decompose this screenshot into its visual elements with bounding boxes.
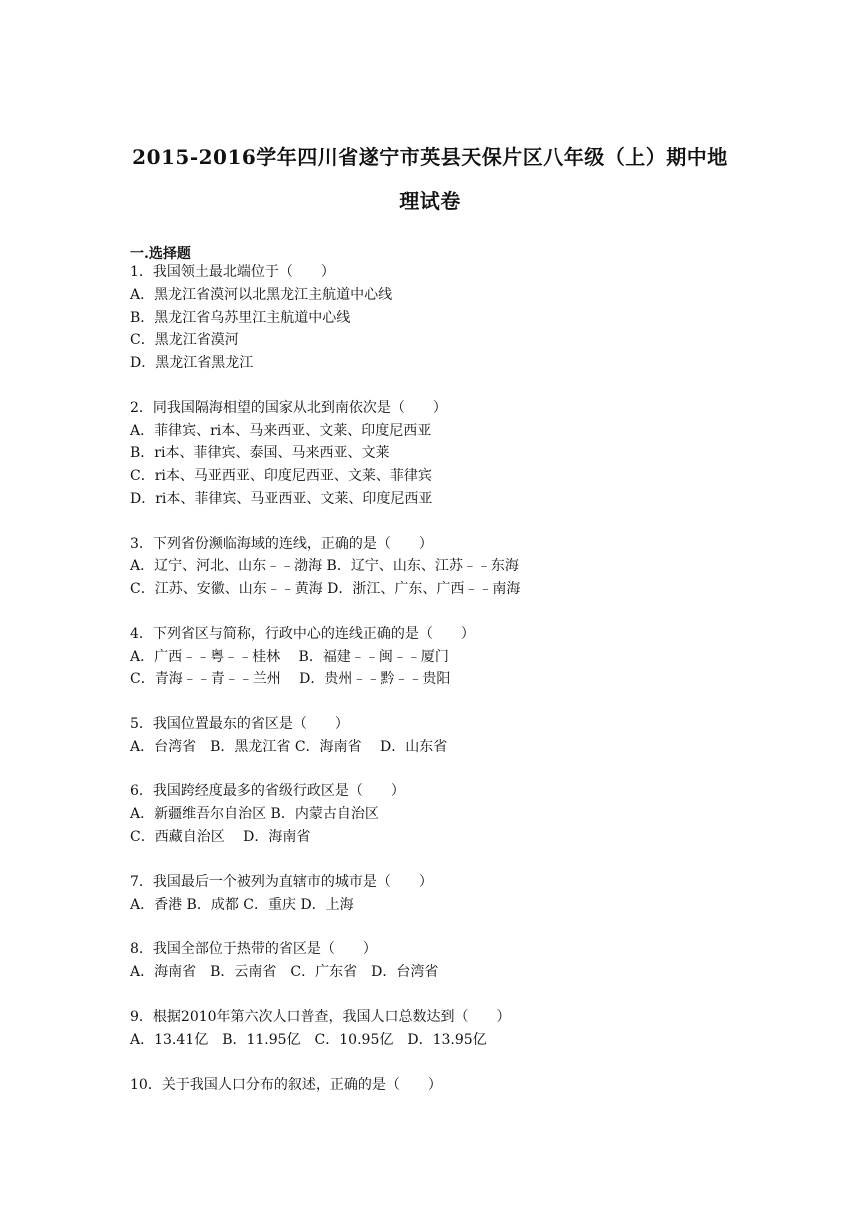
document-title-line-2: 理试卷 [399,189,461,213]
question-1-option-a: A．黑龙江省漠河以北黑龙江主航道中心线 [130,287,393,303]
question-10: 10．关于我国人口分布的叙述，正确的是（ ） [130,1077,442,1093]
question-6-options-cd: C．西藏自治区 D．海南省 [130,829,311,845]
question-4: 4．下列省区与简称，行政中心的连线正确的是（ ） [130,626,475,642]
question-8-options: A．海南省 B．云南省 C．广东省 D．台湾省 [130,964,439,980]
question-2-option-c: C．ri本、马亚西亚、印度尼西亚、文莱、菲律宾 [130,468,432,484]
question-6: 6．我国跨经度最多的省级行政区是（ ） [130,783,405,799]
question-8: 8．我国全部位于热带的省区是（ ） [130,941,377,957]
question-3: 3．下列省份濒临海域的连线，正确的是（ ） [130,536,433,552]
question-2-option-d: D．ri本、菲律宾、马亚西亚、文莱、印度尼西亚 [130,491,433,507]
document-title-line-1: 2015-2016学年四川省遂宁市英县天保片区八年级（上）期中地 [132,145,728,169]
question-5: 5．我国位置最东的省区是（ ） [130,716,349,732]
question-1-option-b: B．黑龙江省乌苏里江主航道中心线 [130,310,351,326]
question-1-option-d: D．黑龙江省黑龙江 [130,355,254,371]
question-9: 9．根据2010年第六次人口普查，我国人口总数达到（ ） [130,1009,511,1025]
question-2-option-b: B．ri本、菲律宾、泰国、马来西亚、文莱 [130,445,390,461]
question-2: 2．同我国隔海相望的国家从北到南依次是（ ） [130,400,447,416]
question-1-option-c: C．黑龙江省漠河 [130,332,239,348]
question-3-options-cd: C．江苏、安徽、山东﹣﹣黄海 D．浙江、广东、广西﹣﹣南海 [130,581,521,597]
question-7-options: A．香港 B．成都 C．重庆 D．上海 [130,897,354,913]
section-heading: 一.选择题 [130,246,191,262]
question-4-options-cd: C．青海﹣﹣青﹣﹣兰州 D．贵州﹣﹣黔﹣﹣贵阳 [130,671,451,687]
question-6-options-ab: A．新疆维吾尔自治区 B．内蒙古自治区 [130,806,379,822]
question-3-options-ab: A．辽宁、河北、山东﹣﹣渤海 B．辽宁、山东、江苏﹣﹣东海 [130,558,519,574]
question-2-option-a: A．菲律宾、ri本、马来西亚、文莱、印度尼西亚 [130,423,432,439]
question-5-options: A．台湾省 B．黑龙江省 C．海南省 D．山东省 [130,739,448,755]
question-1: 1．我国领土最北端位于（ ） [130,264,335,280]
question-9-options: A．13.41亿 B．11.95亿 C．10.95亿 D．13.95亿 [130,1032,487,1048]
question-7: 7．我国最后一个被列为直辖市的城市是（ ） [130,874,433,890]
question-4-options-ab: A．广西﹣﹣粤﹣﹣桂林 B．福建﹣﹣闽﹣﹣厦门 [130,649,449,665]
